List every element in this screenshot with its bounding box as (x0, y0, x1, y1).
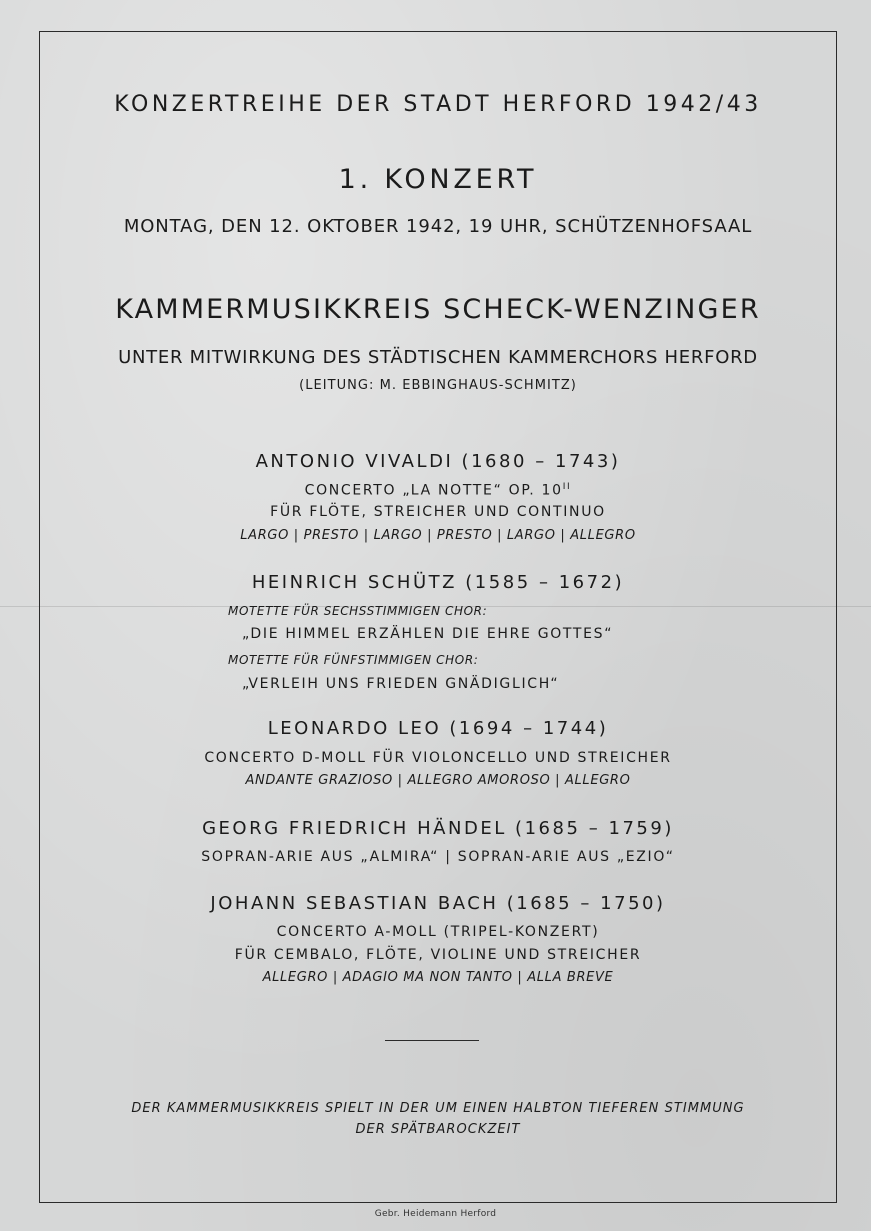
work-title-bach: CONCERTO A-MOLL (TRIPEL-KONZERT) (276, 924, 600, 940)
movements-bach: ALLEGRO | ADAGIO MA NON TANTO | ALLA BREVE (262, 970, 614, 985)
composer-dates: (1685 – 1759) (515, 818, 674, 839)
printer-imprint: Gebr. Heidemann Herford (374, 1209, 497, 1219)
tuning-note-line-2: DER SPÄTBAROCKZEIT (355, 1122, 521, 1137)
composer-name: JOHANN SEBASTIAN BACH (210, 893, 499, 914)
tuning-note-line-1: DER KAMMERMUSIKKREIS SPIELT IN DER UM EINEN HALBTON TIEFEREN STIMMUNG (131, 1101, 745, 1116)
composer-name: HEINRICH SCHÜTZ (251, 572, 458, 593)
work-scoring-vivaldi: FÜR FLÖTE, STREICHER UND CONTINUO (270, 504, 606, 520)
guest-choir: UNTER MITWIRKUNG DES STÄDTISCHEN KAMMERCHORS HERFORD (118, 347, 758, 368)
composer-heading-schuetz (39, 572, 837, 593)
movements-vivaldi: LARGO | PRESTO | LARGO | PRESTO | LARGO | ALLEGRO (240, 528, 636, 543)
composer-heading-vivaldi (39, 451, 837, 472)
composer-name: LEONARDO LEO (267, 718, 442, 739)
series-title: KONZERTREIHE DER STADT HERFORD 1942/43 (114, 92, 762, 117)
ensemble-name: KAMMERMUSIKKREIS SCHECK-WENZINGER (115, 294, 761, 325)
composer-dates: (1694 – 1744) (449, 718, 609, 739)
composer-heading-haendel (39, 818, 837, 839)
motet-1-title: „DIE HIMMEL ERZÄHLEN DIE EHRE GOTTES“ (242, 626, 614, 642)
composer-dates: (1680 – 1743) (461, 451, 621, 472)
composer-heading-bach (39, 893, 837, 914)
composer-dates: (1585 – 1672) (465, 572, 625, 593)
composer-heading-leo (39, 718, 837, 739)
divider-rule (385, 1040, 479, 1041)
motet-2-label: MOTETTE FÜR FÜNFSTIMMIGEN CHOR: (228, 653, 479, 667)
composer-name: GEORG FRIEDRICH HÄNDEL (202, 818, 507, 839)
work-scoring-bach: FÜR CEMBALO, FLÖTE, VIOLINE UND STREICHER (234, 947, 642, 963)
composer-name: ANTONIO VIVALDI (255, 451, 454, 472)
opus-superscript: II (562, 482, 572, 492)
work-title-leo: CONCERTO D-MOLL FÜR VIOLONCELLO UND STREICHER (204, 750, 672, 766)
movements-leo: ANDANTE GRAZIOSO | ALLEGRO AMOROSO | ALLEGRO (245, 773, 631, 788)
motet-2-title: „VERLEIH UNS FRIEDEN GNÄDIGLICH“ (242, 676, 560, 692)
work-title-haendel: SOPRAN-ARIE AUS „ALMIRA“ | SOPRAN-ARIE AUS „EZIO“ (201, 849, 675, 865)
concert-number: 1. KONZERT (338, 164, 538, 195)
composer-dates: (1685 – 1750) (506, 893, 666, 914)
motet-1-label: MOTETTE FÜR SECHSSTIMMIGEN CHOR: (228, 604, 488, 618)
work-title-vivaldi (39, 482, 837, 499)
date-and-venue: MONTAG, DEN 12. OKTOBER 1942, 19 UHR, SCHÜTZENHOFSAAL (123, 216, 753, 237)
choir-direction: (LEITUNG: M. EBBINGHAUS-SCHMITZ) (299, 378, 577, 393)
work-title: CONCERTO „LA NOTTE“ OP. 10 (304, 482, 563, 499)
